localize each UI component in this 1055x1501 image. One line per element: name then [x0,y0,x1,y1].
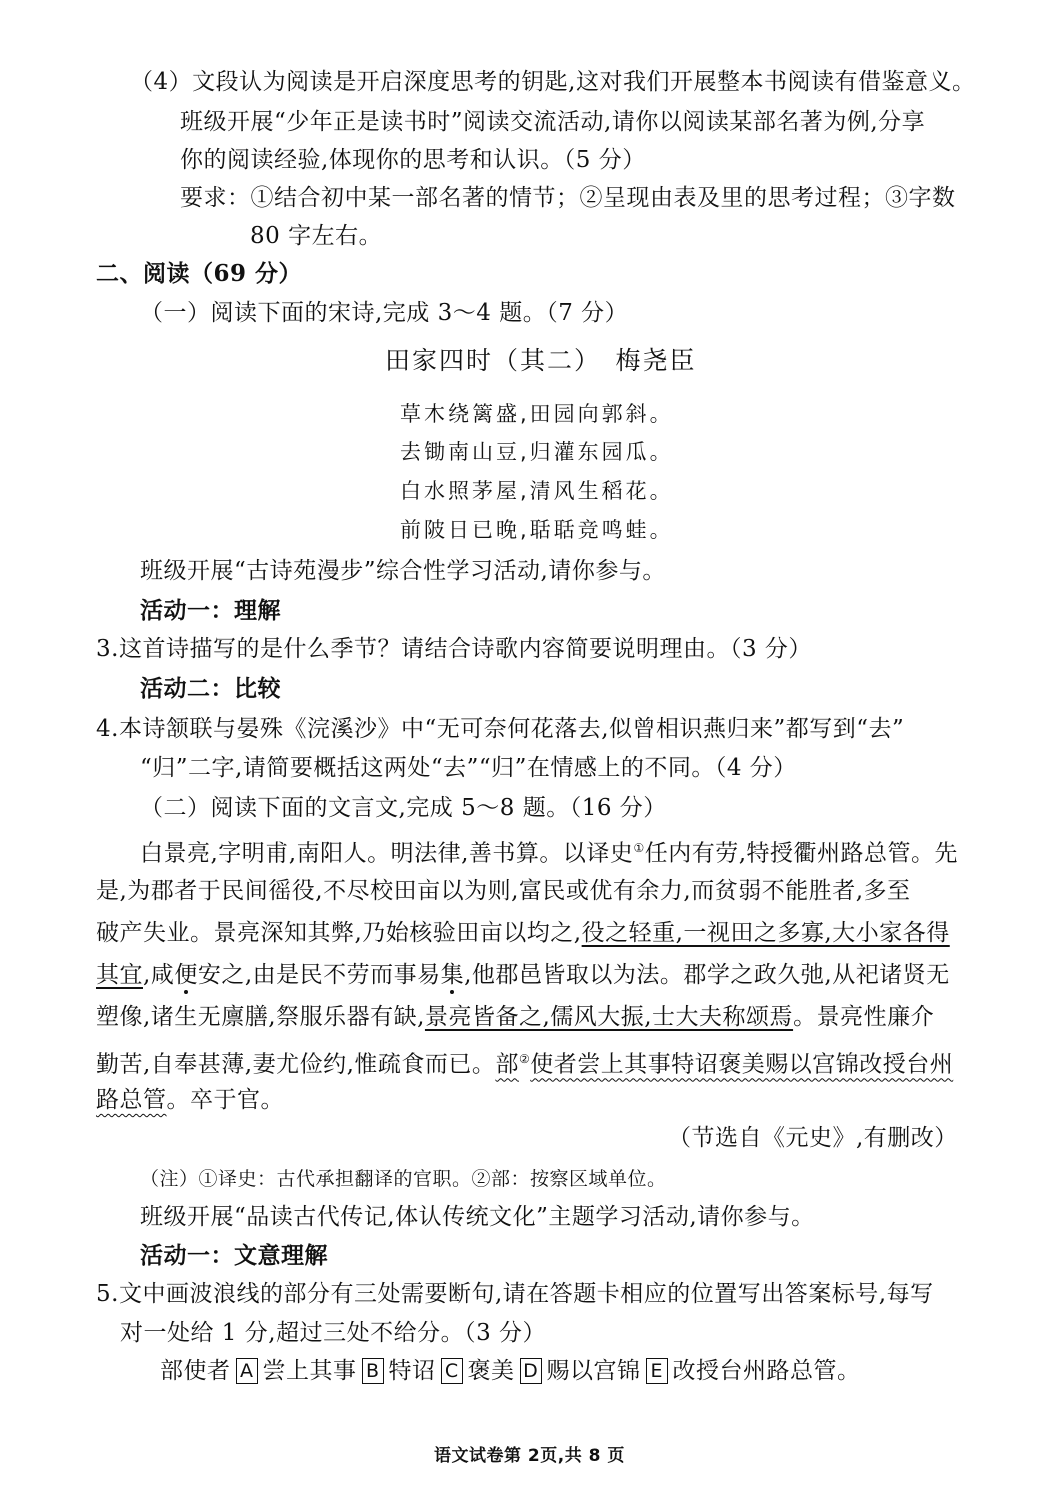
poem-line-2: 去锄南山豆,归灌东园瓜。 [400,440,674,464]
wavy-segment-end: 路总管 [96,1087,167,1113]
q4-requirement-cont: 80 字左右。 [250,223,383,249]
underlined-sentence-2: 景亮皆备之,儒风大振,士大夫称颂焉 [424,1004,794,1030]
theme-activity-one-heading: 活动一：文意理解 [140,1242,328,1269]
break-box-e: E [646,1358,668,1384]
activity-two-heading: 活动二：比较 [140,675,281,702]
passage-line-3 [96,917,950,949]
segment: 改授台州路总管。 [672,1358,861,1384]
poem-line-1: 草木绕篱盛,田园向郭斜。 [400,402,674,426]
footnote: （注）①译史：古代承担翻译的官职。②部：按察区域单位。 [140,1168,667,1190]
passage-line-4 [96,959,950,991]
question-5-line-1: 5.文中画波浪线的部分有三处需要断句,请在答题卡相应的位置写出答案标号,每写 [96,1281,934,1307]
poem-line-4: 前陂日已晚,聒聒竞鸣蛙。 [400,518,674,542]
activity-one-heading: 活动一：理解 [140,597,281,624]
passage-line-1 [140,832,958,870]
segmentation-sentence [160,1355,861,1387]
part1-intro: （一）阅读下面的宋诗,完成 3～4 题。（7 分） [140,300,629,326]
segment: 特诏 [388,1358,436,1384]
q4-line-2: 班级开展“少年正是读书时”阅读交流活动,请你以阅读某部名著为例,分享 [180,109,926,135]
poem-line-3: 白水照茅屋,清风生稻花。 [400,479,674,503]
passage-line-6 [96,1043,953,1081]
question-5-line-2: 对一处给 1 分,超过三处不给分。（3 分） [120,1320,547,1346]
passage-source: （节选自《元史》,有删改） [668,1125,958,1151]
underlined-sentence-1-end: 其宜 [96,962,143,988]
question-4-line-1: 4.本诗颔联与晏殊《浣溪沙》中“无可奈何花落去,似曾相识燕归来”都写到“去” [96,716,905,742]
wavy-segment: 部 [495,1051,519,1078]
passage-text: 勤苦,自奉甚薄,妻尤俭约,惟疏食而已。 [96,1051,496,1078]
question-3: 3.这首诗描写的是什么季节？请结合诗歌内容简要说明理由。（3 分） [96,636,812,662]
passage-text: 白景亮,字明甫,南阳人。明法律,善书算。以译史 [140,840,634,867]
segment: 部使者 [160,1358,231,1384]
q4-line-3: 你的阅读经验,体现你的思考和认识。（5 分） [180,147,646,173]
section-heading: 二、阅读（69 分） [96,260,303,287]
activity-intro: 班级开展“古诗苑漫步”综合性学习活动,请你参与。 [140,558,666,584]
page-footer: 语文试卷第 2页,共 8 页 [434,1446,625,1466]
passage-line-5 [96,1001,934,1033]
passage-text: 塑像,诸生无廪膳,祭服乐器有缺, [96,1004,425,1030]
footnote-marker-1: ① [633,841,645,855]
part2-intro: （二）阅读下面的文言文,完成 5～8 题。（16 分） [140,795,667,821]
theme-intro: 班级开展“品读古代传记,体认传统文化”主题学习活动,请你参与。 [140,1204,815,1230]
q4-line-1: （4）文段认为阅读是开启深度思考的钥匙,这对我们开展整本书阅读有借鉴意义。 [130,69,976,95]
dotted-word-bian: 便 [174,962,198,988]
footnote-marker-2: ② [518,1052,531,1066]
break-box-a: A [236,1358,258,1384]
break-box-d: D [520,1358,542,1384]
passage-text: 破产失业。景亮深知其弊,乃始核验田亩以均之, [96,920,582,946]
poem-title: 田家四时（其二） 梅尧臣 [385,346,697,375]
break-box-c: C [441,1358,463,1384]
segment: 赐以宫锦 [546,1358,641,1384]
passage-line-2: 是,为郡者于民间徭役,不尽校田亩以为则,富民或优有余力,而贫弱不能胜者,多至 [96,878,911,904]
wavy-segment: 使者尝上其事特诏褒美赐以宫锦改授台州 [530,1051,954,1078]
q4-requirement: 要求：①结合初中某一部名著的情节；②呈现由表及里的思考过程；③字数 [180,185,956,211]
question-4-line-2: “归”二字,请简要概括这两处“去”“归”在情感上的不同。（4 分） [140,755,797,781]
passage-text: 任内有劳,特授衢州路总管。先 [644,840,959,867]
dotted-word-ji: 集 [440,962,465,988]
passage-text: 。景亮性廉介 [793,1004,935,1030]
segment: 褒美 [467,1358,515,1384]
passage-text: 安之,由是民不劳而事易 [197,962,441,988]
underlined-sentence-1: 役之轻重,一视田之多寡,大小家各得 [581,920,950,946]
segment: 尝上其事 [262,1358,357,1384]
passage-text: ,他郡邑皆取以为法。郡学之政久弛,从祀诸贤无 [464,962,950,988]
passage-line-7 [96,1084,284,1116]
break-box-b: B [362,1358,384,1384]
passage-text: 。卒于官。 [166,1087,284,1113]
passage-text: ,咸 [143,962,175,988]
